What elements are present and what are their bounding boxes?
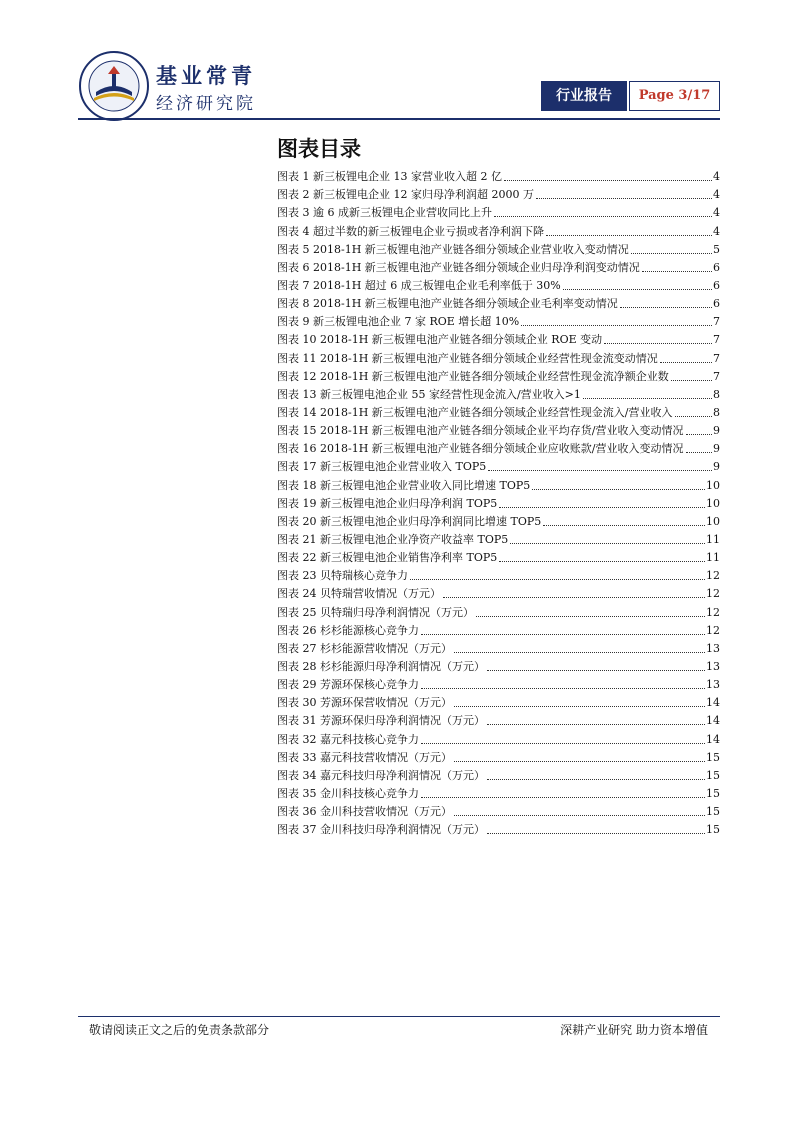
toc-entry-page: 5 — [713, 242, 720, 256]
toc-entry-label: 图表 17 新三板锂电池企业营业收入 TOP5 — [277, 460, 487, 474]
toc-leader-dots — [454, 815, 705, 816]
toc-entry[interactable] — [277, 476, 720, 494]
toc-leader-dots — [620, 307, 712, 308]
toc-title: 图表目录 — [277, 137, 361, 161]
toc-entry-page: 10 — [706, 514, 720, 528]
toc-leader-dots — [410, 579, 705, 580]
toc-entry[interactable] — [277, 785, 720, 803]
toc-entry-label: 图表 26 杉杉能源核心竞争力 — [277, 623, 419, 637]
toc-entry-label: 图表 7 2018-1H 超过 6 成三板锂电企业毛利率低于 30% — [277, 278, 561, 292]
toc-entry-label: 图表 28 杉杉能源归母净利润情况（万元） — [277, 659, 485, 673]
toc-entry-label: 图表 8 2018-1H 新三板锂电池产业链各细分领域企业毛利率变动情况 — [277, 297, 618, 311]
toc-entry-label: 图表 32 嘉元科技核心竞争力 — [277, 732, 419, 746]
toc-entry-page: 13 — [706, 641, 720, 655]
toc-entry[interactable] — [277, 749, 720, 767]
toc-entry[interactable] — [277, 585, 720, 603]
toc-entry[interactable] — [277, 622, 720, 640]
toc-entry[interactable] — [277, 277, 720, 295]
toc-entry-label: 图表 22 新三板锂电池企业销售净利率 TOP5 — [277, 551, 498, 565]
toc-leader-dots — [488, 470, 712, 471]
toc-entry-page: 4 — [713, 224, 720, 238]
org-name-line1: 基业常青 — [156, 63, 256, 88]
toc-entry-page: 4 — [713, 188, 720, 202]
toc-leader-dots — [642, 271, 712, 272]
toc-entry-page: 12 — [706, 587, 720, 601]
toc-entry-label: 图表 14 2018-1H 新三板锂电池产业链各细分领域企业经营性现金流入/营业收入 — [277, 405, 673, 419]
toc-entry-page: 15 — [706, 750, 720, 764]
page-indicator: Page 3/17 — [629, 81, 720, 111]
toc-leader-dots — [476, 616, 705, 617]
toc-leader-dots — [675, 416, 713, 417]
toc-entry[interactable] — [277, 803, 720, 821]
toc-entry[interactable] — [277, 531, 720, 549]
toc-entry[interactable] — [277, 241, 720, 259]
doc-type-badge: 行业报告 — [541, 81, 627, 111]
toc-entry-page: 10 — [706, 496, 720, 510]
toc-entry[interactable] — [277, 222, 720, 240]
toc-entry[interactable] — [277, 676, 720, 694]
toc-entry-label: 图表 11 2018-1H 新三板锂电池产业链各细分领域企业经营性现金流变动情况 — [277, 351, 658, 365]
toc-entry-page: 6 — [713, 260, 720, 274]
toc-entry-page: 13 — [706, 678, 720, 692]
toc-entry-label: 图表 34 嘉元科技归母净利润情况（万元） — [277, 768, 485, 782]
toc-entry-label: 图表 27 杉杉能源营收情况（万元） — [277, 641, 452, 655]
toc-entry-page: 6 — [713, 278, 720, 292]
toc-leader-dots — [543, 525, 705, 526]
toc-entry-label: 图表 30 芳源环保营收情况（万元） — [277, 696, 452, 710]
toc-entry-page: 9 — [713, 424, 720, 438]
toc-entry-page: 10 — [706, 478, 720, 492]
toc-leader-dots — [499, 507, 705, 508]
toc-entry-label: 图表 36 金川科技营收情况（万元） — [277, 805, 452, 819]
toc-entry-page: 11 — [706, 532, 720, 546]
toc-entry[interactable] — [277, 495, 720, 513]
toc-entry-label: 图表 10 2018-1H 新三板锂电池产业链各细分领域企业 ROE 变动 — [277, 333, 603, 347]
toc-entry[interactable] — [277, 694, 720, 712]
org-name-line2: 经济研究院 — [156, 94, 256, 114]
toc-entry-label: 图表 25 贝特瑞归母净利润情况（万元） — [277, 605, 474, 619]
toc-entry[interactable] — [277, 313, 720, 331]
toc-entry[interactable] — [277, 186, 720, 204]
toc-leader-dots — [421, 797, 705, 798]
toc-entry-page: 6 — [713, 297, 720, 311]
toc-entry-label: 图表 33 嘉元科技营收情况（万元） — [277, 750, 452, 764]
toc-entry-label: 图表 3 逾 6 成新三板锂电企业营收同比上升 — [277, 206, 492, 220]
toc-leader-dots — [563, 289, 712, 290]
toc-entry-page: 8 — [713, 405, 720, 419]
toc-leader-dots — [671, 380, 712, 381]
toc-leader-dots — [421, 688, 705, 689]
toc-leader-dots — [454, 706, 705, 707]
toc-entry-label: 图表 18 新三板锂电池企业营业收入同比增速 TOP5 — [277, 478, 531, 492]
footer-slogan: 深耕产业研究 助力资本增值 — [560, 1023, 708, 1037]
toc-entry-label: 图表 15 2018-1H 新三板锂电池产业链各细分领域企业平均存货/营业收入变动情况 — [277, 424, 684, 438]
toc-leader-dots — [499, 561, 705, 562]
toc-entry[interactable] — [277, 712, 720, 730]
toc-entry-page: 4 — [713, 206, 720, 220]
toc-entry-label: 图表 12 2018-1H 新三板锂电池产业链各细分领域企业经营性现金流净额企业数 — [277, 369, 669, 383]
toc-entry[interactable] — [277, 440, 720, 458]
toc-entry-label: 图表 5 2018-1H 新三板锂电池产业链各细分领域企业营业收入变动情况 — [277, 242, 629, 256]
toc-entry-page: 8 — [713, 387, 720, 401]
toc-leader-dots — [521, 325, 712, 326]
toc-leader-dots — [510, 543, 705, 544]
toc-leader-dots — [487, 779, 705, 780]
toc-entry-label: 图表 31 芳源环保归母净利润情况（万元） — [277, 714, 485, 728]
toc-entry-label: 图表 29 芳源环保核心竞争力 — [277, 678, 419, 692]
toc-list — [277, 168, 720, 839]
toc-leader-dots — [421, 743, 705, 744]
toc-entry[interactable] — [277, 259, 720, 277]
toc-entry-label: 图表 37 金川科技归母净利润情况（万元） — [277, 823, 485, 837]
toc-leader-dots — [454, 652, 705, 653]
toc-leader-dots — [487, 833, 705, 834]
toc-leader-dots — [536, 198, 712, 199]
toc-leader-dots — [532, 489, 705, 490]
toc-entry-page: 9 — [713, 460, 720, 474]
toc-entry[interactable] — [277, 422, 720, 440]
toc-entry-page: 15 — [706, 768, 720, 782]
toc-entry[interactable] — [277, 567, 720, 585]
toc-entry-page: 13 — [706, 659, 720, 673]
toc-leader-dots — [443, 597, 705, 598]
toc-entry-label: 图表 23 贝特瑞核心竞争力 — [277, 569, 408, 583]
toc-leader-dots — [487, 670, 705, 671]
toc-entry-page: 11 — [706, 551, 720, 565]
toc-entry[interactable] — [277, 603, 720, 621]
toc-entry-label: 图表 9 新三板锂电池企业 7 家 ROE 增长超 10% — [277, 315, 520, 329]
toc-leader-dots — [454, 761, 705, 762]
toc-entry-label: 图表 13 新三板锂电池企业 55 家经营性现金流入/营业收入>1 — [277, 387, 581, 401]
toc-entry[interactable] — [277, 458, 720, 476]
toc-entry-label: 图表 35 金川科技核心竞争力 — [277, 786, 419, 800]
toc-entry[interactable] — [277, 368, 720, 386]
toc-entry[interactable] — [277, 730, 720, 748]
toc-entry-page: 7 — [713, 351, 720, 365]
toc-entry-page: 14 — [706, 732, 720, 746]
toc-entry-page: 7 — [713, 315, 720, 329]
toc-leader-dots — [504, 180, 712, 181]
toc-entry-label: 图表 19 新三板锂电池企业归母净利润 TOP5 — [277, 496, 498, 510]
toc-entry[interactable] — [277, 349, 720, 367]
toc-entry-label: 图表 1 新三板锂电企业 13 家营业收入超 2 亿 — [277, 170, 502, 184]
toc-leader-dots — [494, 216, 712, 217]
header-divider — [78, 118, 720, 120]
toc-entry[interactable] — [277, 331, 720, 349]
toc-entry-label: 图表 20 新三板锂电池企业归母净利润同比增速 TOP5 — [277, 514, 542, 528]
toc-entry-page: 12 — [706, 605, 720, 619]
toc-leader-dots — [546, 235, 712, 236]
footer-divider — [78, 1016, 720, 1017]
toc-leader-dots — [421, 634, 705, 635]
toc-entry[interactable] — [277, 404, 720, 422]
toc-entry-page: 14 — [706, 714, 720, 728]
toc-leader-dots — [686, 452, 713, 453]
toc-entry-page: 7 — [713, 333, 720, 347]
toc-entry[interactable] — [277, 640, 720, 658]
toc-entry[interactable] — [277, 513, 720, 531]
toc-leader-dots — [686, 434, 713, 435]
toc-entry-page: 15 — [706, 786, 720, 800]
toc-entry-page: 15 — [706, 805, 720, 819]
toc-leader-dots — [583, 398, 712, 399]
toc-entry-page: 9 — [713, 442, 720, 456]
toc-entry[interactable] — [277, 204, 720, 222]
toc-entry-label: 图表 6 2018-1H 新三板锂电池产业链各细分领域企业归母净利润变动情况 — [277, 260, 640, 274]
toc-entry[interactable] — [277, 821, 720, 839]
toc-entry-page: 14 — [706, 696, 720, 710]
toc-entry-page: 12 — [706, 569, 720, 583]
toc-entry[interactable] — [277, 549, 720, 567]
toc-entry[interactable] — [277, 767, 720, 785]
toc-entry-page: 12 — [706, 623, 720, 637]
toc-leader-dots — [604, 343, 712, 344]
toc-entry[interactable] — [277, 168, 720, 186]
toc-entry-label: 图表 24 贝特瑞营收情况（万元） — [277, 587, 441, 601]
toc-entry[interactable] — [277, 658, 720, 676]
toc-entry[interactable] — [277, 386, 720, 404]
toc-entry-page: 15 — [706, 823, 720, 837]
toc-entry-page: 7 — [713, 369, 720, 383]
organization-logo — [78, 50, 150, 122]
toc-leader-dots — [660, 362, 712, 363]
footer-disclaimer: 敬请阅读正文之后的免责条款部分 — [89, 1023, 270, 1037]
toc-leader-dots — [631, 253, 712, 254]
toc-entry-label: 图表 4 超过半数的新三板锂电企业亏损或者净利润下降 — [277, 224, 544, 238]
toc-entry-label: 图表 2 新三板锂电企业 12 家归母净利润超 2000 万 — [277, 188, 534, 202]
toc-entry-label: 图表 16 2018-1H 新三板锂电池产业链各细分领域企业应收账款/营业收入变动情况 — [277, 442, 684, 456]
toc-leader-dots — [487, 724, 705, 725]
toc-entry[interactable] — [277, 295, 720, 313]
toc-entry-page: 4 — [713, 170, 720, 184]
toc-entry-label: 图表 21 新三板锂电池企业净资产收益率 TOP5 — [277, 532, 509, 546]
